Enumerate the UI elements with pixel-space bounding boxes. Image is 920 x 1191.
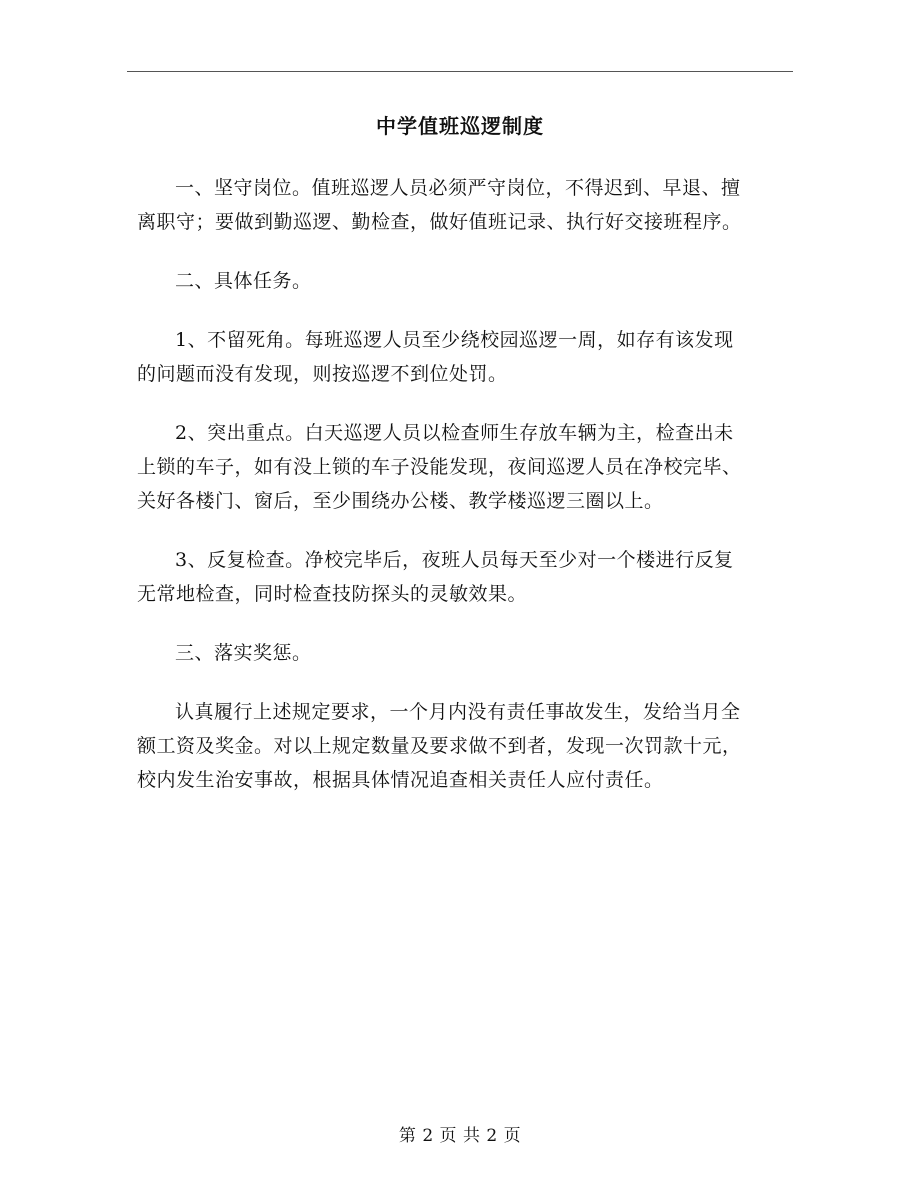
paragraph-rewards-penalties: [137, 695, 797, 797]
paragraph-line: 三、落实奖惩。: [175, 642, 312, 664]
paragraph-line: 上锁的车子，如有没上锁的车子没能发现，夜间巡逻人员在净校完毕、: [137, 456, 742, 478]
paragraph-line: 离职守；要做到勤巡逻、勤检查，做好值班记录、执行好交接班程序。: [137, 211, 742, 233]
paragraph-line: 的问题而没有发现，则按巡逻不到位处罚。: [137, 363, 508, 385]
paragraph-line: 额工资及奖金。对以上规定数量及要求做不到者，发现一次罚款十元，: [137, 735, 742, 757]
paragraph-task-3: [137, 543, 797, 611]
paragraph-line: 关好各楼门、窗后，至少围绕办公楼、教学楼巡逻三圈以上。: [137, 490, 664, 512]
paragraph-line: 校内发生治安事故，根据具体情况追查相关责任人应付责任。: [137, 769, 664, 791]
paragraph-line: 无常地检查，同时检查技防探头的灵敏效果。: [137, 583, 528, 605]
paragraph-line: 1、不留死角。每班巡逻人员至少绕校园巡逻一周，如存有该发现: [175, 329, 734, 351]
paragraph-section-2-heading: [137, 264, 797, 298]
paragraph-section-1: [137, 171, 797, 239]
header-rule: [127, 71, 793, 72]
document-title: 中学值班巡逻制度: [376, 114, 544, 138]
paragraph-line: 二、具体任务。: [175, 270, 312, 292]
paragraph-task-2: [137, 416, 797, 518]
paragraph-line: 一、坚守岗位。值班巡逻人员必须严守岗位，不得迟到、早退、擅: [175, 177, 741, 199]
paragraph-line: 2、突出重点。白天巡逻人员以检查师生存放车辆为主，检查出未: [175, 422, 734, 444]
paragraph-line: 认真履行上述规定要求，一个月内没有责任事故发生，发给当月全: [175, 701, 741, 723]
paragraph-section-3-heading: [137, 636, 797, 670]
document-body: [137, 171, 797, 822]
page-number-footer: 第 2 页 共 2 页: [398, 1126, 522, 1146]
paragraph-line: 3、反复检查。净校完毕后，夜班人员每天至少对一个楼进行反复: [175, 549, 734, 571]
paragraph-task-1: [137, 323, 797, 391]
